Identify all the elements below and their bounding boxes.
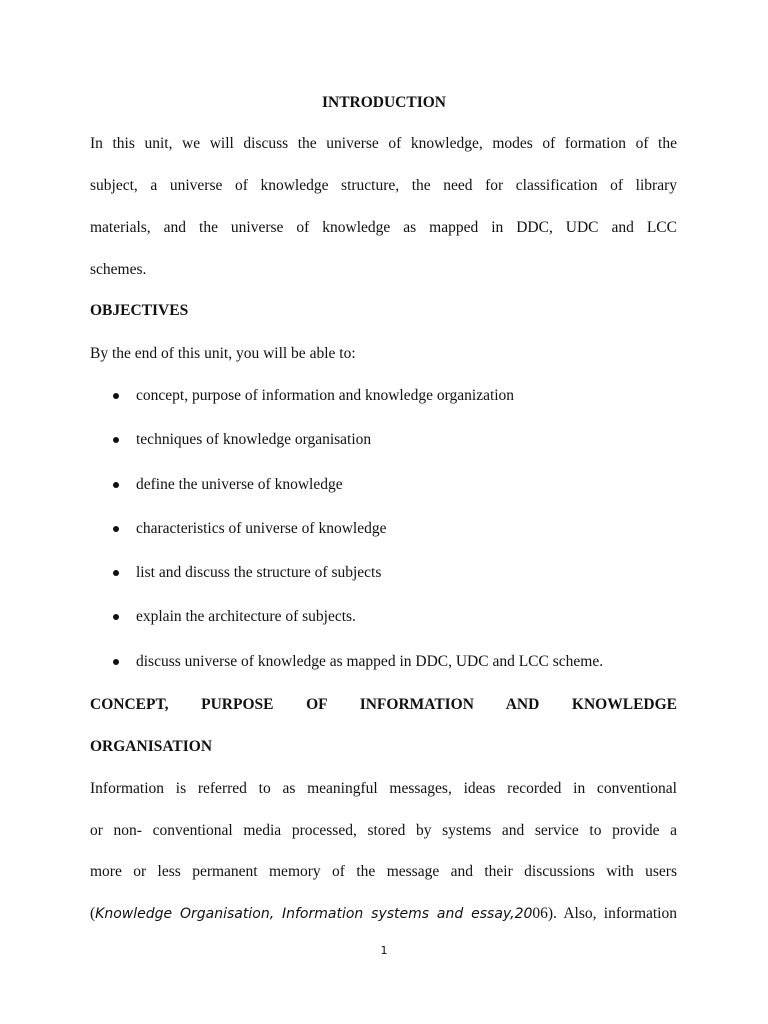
body-line-3: more or less permanent memory of the message and their discussions with users bbox=[90, 863, 677, 880]
list-item-text: list and discuss the structure of subjects bbox=[136, 564, 382, 582]
list-item-text: concept, purpose of information and knowledge organization bbox=[136, 387, 515, 404]
list-item-text: characteristics of universe of knowledge bbox=[136, 519, 387, 537]
page-title: INTRODUCTION bbox=[321, 94, 446, 111]
intro-line-4: schemes. bbox=[90, 261, 147, 278]
citation: Knowledge Organisation, Information systems and essay,20 bbox=[95, 906, 533, 922]
list-item bbox=[90, 651, 677, 695]
section-heading-line-2: ORGANISATION bbox=[90, 738, 213, 755]
body-line-2: or non- conventional media processed, stored by systems and service to provide a bbox=[90, 822, 677, 839]
bullet-icon bbox=[113, 659, 119, 665]
bullet-icon bbox=[113, 526, 119, 532]
paren-open: ( bbox=[90, 905, 96, 922]
list-item bbox=[90, 562, 677, 606]
list-item bbox=[90, 474, 677, 518]
body-line-1: Information is referred to as meaningful messages, ideas recorded in conventional bbox=[90, 780, 677, 797]
bullet-icon bbox=[113, 482, 119, 488]
bullet-icon bbox=[113, 570, 119, 576]
list-item-text: discuss universe of knowledge as mapped in DDC, UDC and LCC scheme. bbox=[136, 652, 604, 670]
list-item-text: techniques of knowledge organisation bbox=[136, 431, 372, 449]
objectives-list bbox=[90, 385, 677, 695]
bullet-icon bbox=[113, 393, 119, 399]
intro-line-2: subject, a universe of knowledge structure, the need for classification of library bbox=[90, 177, 677, 194]
bullet-icon bbox=[113, 614, 119, 620]
list-item bbox=[90, 385, 677, 429]
section-heading-line-1: CONCEPT, PURPOSE OF INFORMATION AND KNOWLEDGE bbox=[90, 696, 677, 713]
objectives-heading: OBJECTIVES bbox=[90, 302, 189, 319]
list-item bbox=[90, 606, 677, 650]
list-item-text: define the universe of knowledge bbox=[136, 475, 343, 493]
list-item bbox=[90, 518, 677, 562]
body-line-4 bbox=[90, 905, 677, 923]
page-number: 1 bbox=[380, 944, 388, 957]
list-item-text: explain the architecture of subjects. bbox=[136, 608, 356, 626]
list-item bbox=[90, 429, 677, 473]
body-line-4-tail: 06). Also, information bbox=[532, 905, 677, 922]
bullet-icon bbox=[113, 437, 119, 443]
intro-line-3: materials, and the universe of knowledge as mapped in DDC, UDC and LCC bbox=[90, 219, 677, 236]
objectives-lead: By the end of this unit, you will be able to: bbox=[90, 345, 356, 362]
intro-line-1: In this unit, we will discuss the universe of knowledge, modes of formation of the bbox=[90, 135, 677, 152]
